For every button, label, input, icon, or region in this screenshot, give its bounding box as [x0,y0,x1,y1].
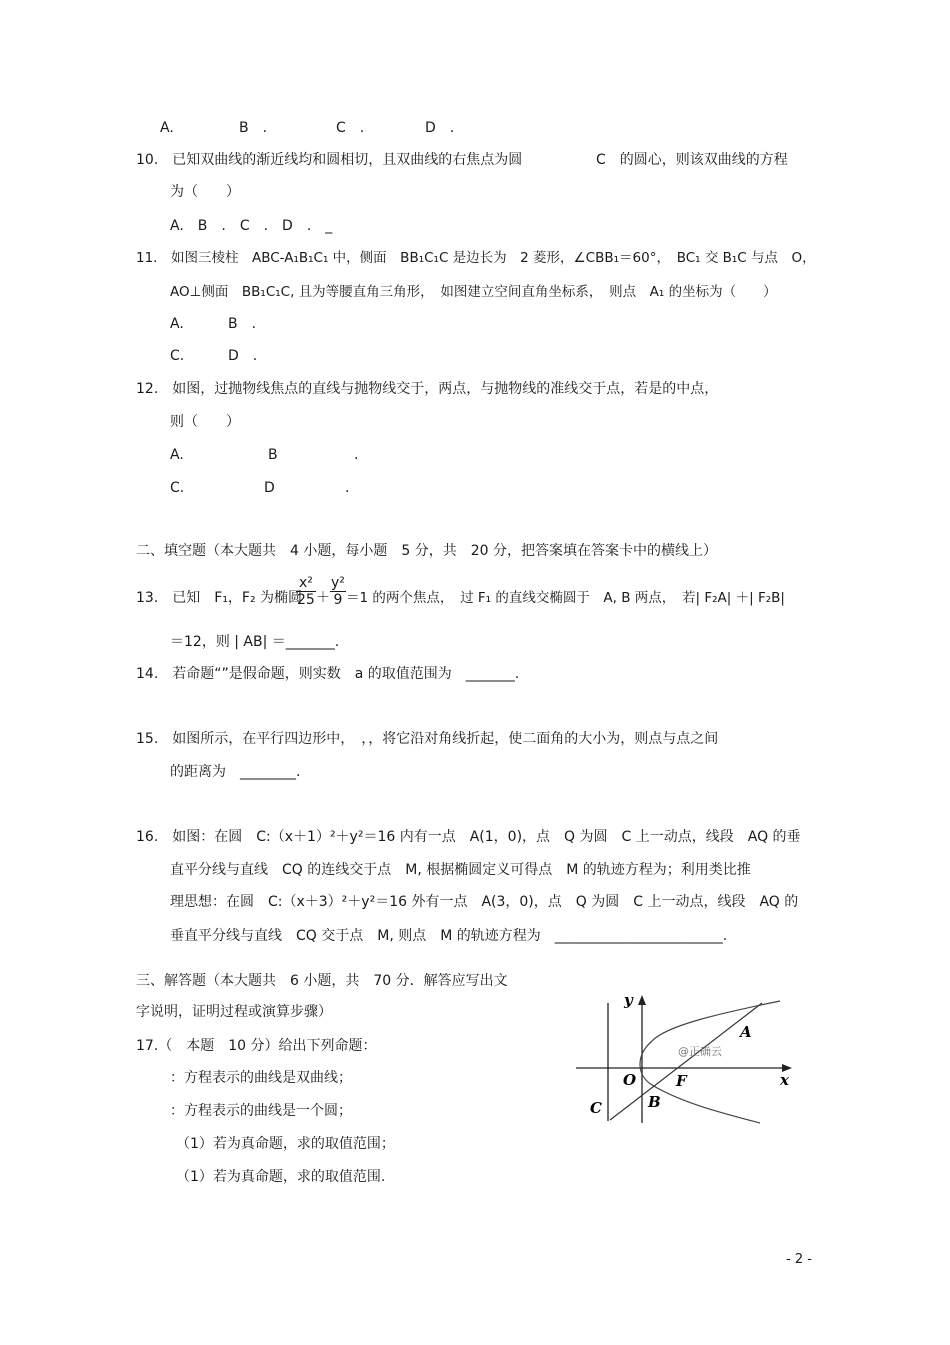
q12-option-b-dot: . [354,447,359,463]
watermark-text: @正确云 [678,1045,722,1058]
q12-line2: 则（ ） [170,414,240,430]
q12-option-b: B [268,447,278,463]
focal-chord-line [610,1003,762,1120]
q11-line2: AO⊥侧面 BB₁C₁C, 且为等腰直角三角形， 如图建立空间直角坐标系， 则点 A₁ 的坐标为（ ） [170,284,777,300]
q11-option-d: D . [228,348,258,364]
q13-fraction-x [296,575,316,608]
q12-option-a: A. [170,447,184,463]
q12-option-c: C. [170,480,185,496]
q13-frac1-den: 25 [297,592,315,608]
q17-line1: 17.（ 本题 10 分）给出下列命题： [136,1038,377,1054]
section3-line2: 字说明，证明过程或演算步骤） [136,1004,332,1020]
q12-option-d: D [264,480,275,496]
q9-option-a: A. [160,120,174,136]
q16-line4: 垂直平分线与直线 CQ 交于点 M, 则点 M 的轨迹方程为 ________________________. [170,928,728,944]
q12-line1: 12. 如图，过抛物线焦点的直线与抛物线交于，两点，与抛物线的准线交于点，若是的中点， [136,381,719,397]
parabola-figure [572,985,798,1125]
q11-option-c: C. [170,348,185,364]
q11-line1: 11. 如图三棱柱 ABC-A₁B₁C₁ 中，侧面 BB₁C₁C 是边长为 2 菱形，∠CBB₁＝60°， BC₁ 交 B₁C 与点 O， [136,250,816,266]
label-x: x [780,1071,789,1089]
q9-option-c: C . [336,120,365,136]
q13-frac2-num: y² [331,575,345,591]
q14-line1: 14. 若命题“”是假命题，则实数 a 的取值范围为 _______. [136,666,520,682]
q15-line2: 的距离为 ________. [170,764,301,780]
label-point-c: C [590,1099,602,1117]
q13-fraction-y [330,575,346,608]
label-y: y [624,991,633,1009]
q17-proposition-q: ：方程表示的曲线是一个圆； [170,1103,352,1119]
label-focus: F [676,1072,687,1090]
label-origin: O [623,1071,637,1089]
page-number: - 2 - [786,1252,812,1267]
q17-sub1: （1）若为真命题，求的取值范围； [176,1136,395,1152]
q13-line2: ＝12，则 | AB| ＝_______. [170,634,340,650]
y-axis-arrow [638,995,646,1005]
section3-line1: 三、解答题（本大题共 6 小题，共 70 分．解答应写出文 [136,973,508,989]
q13-plus: ＋ [316,590,330,606]
q9-option-d: D . [425,120,455,136]
q10-line1b: C 的圆心，则该双曲线的方程 [596,152,788,168]
q13-suffix: ＝1 的两个焦点， 过 F₁ 的直线交椭圆于 A, B 两点， 若| F₂A| ＋| F₂B| [346,590,785,606]
q17-sub2: （1）若为真命题，求的取值范围. [176,1169,386,1185]
q10-line1: 10. 已知双曲线的渐近线均和圆相切，且双曲线的右焦点为圆 [136,152,523,168]
q16-line1: 16. 如图：在圆 C:（x＋1）²＋y²＝16 内有一点 A(1，0)，点 Q 为圆 C 上一动点，线段 AQ 的垂 [136,829,801,845]
q11-option-a: A. [170,316,184,332]
q10-options: A. B . C . D . _ [170,218,333,234]
parabola-curve [640,1001,780,1123]
q16-line2: 直平分线与直线 CQ 的连线交于点 M, 根据椭圆定义可得点 M 的轨迹方程为；利用类比推 [170,862,751,878]
q9-option-b: B . [239,120,268,136]
q13-frac1-num: x² [296,575,316,592]
q10-line2: 为（ ） [170,184,240,200]
label-point-b: B [648,1093,661,1111]
q13-prefix: 13. 已知 F₁，F₂ 为椭圆 [136,590,303,606]
q17-proposition-p: ：方程表示的曲线是双曲线； [170,1070,352,1086]
q11-option-b: B . [228,316,257,332]
q16-line3: 理思想：在圆 C:（x＋3）²＋y²＝16 外有一点 A(3，0)，点 Q 为圆 C 上一动点，线段 AQ 的 [170,894,799,910]
section2-heading: 二、填空题（本大题共 4 小题，每小题 5 分，共 20 分，把答案填在答案卡中的横线上） [136,543,717,559]
q12-option-d-dot: . [345,480,350,496]
q15-line1: 15. 如图所示，在平行四边形中， ，，将它沿对角线折起，使二面角的大小为，则点与点之间 [136,731,719,747]
q13-frac2-den: 9 [333,592,343,608]
label-point-a: A [740,1023,752,1041]
